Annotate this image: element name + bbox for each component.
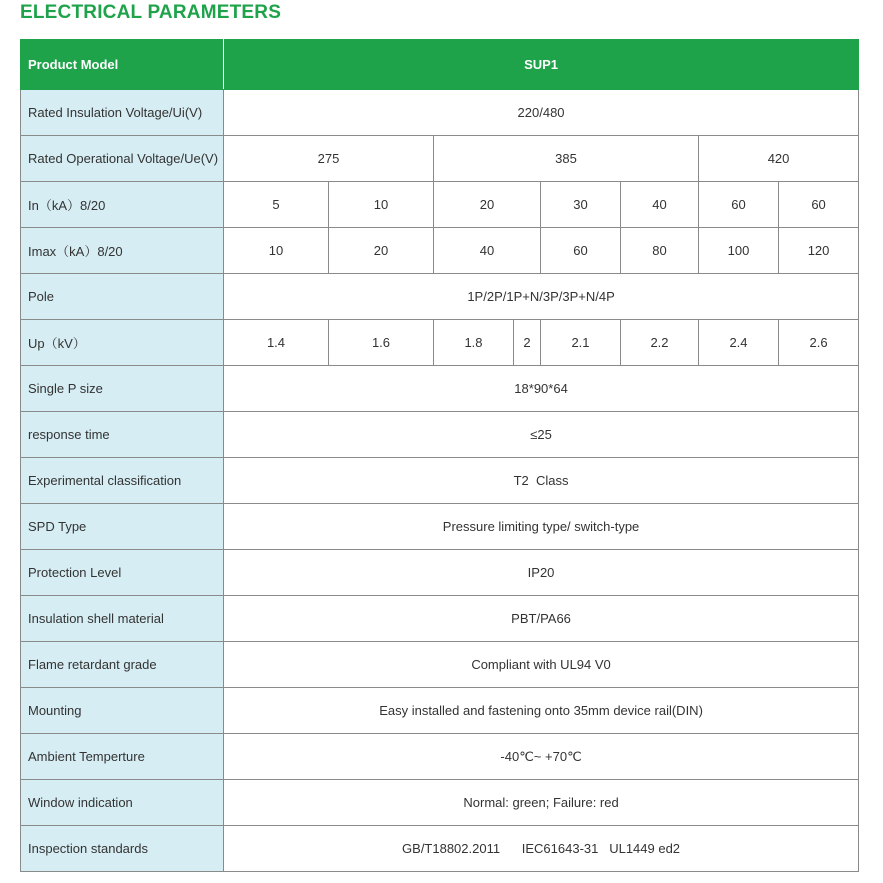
- row-value: 275: [224, 136, 434, 182]
- row-label: Flame retardant grade: [21, 642, 224, 688]
- table-row: [21, 136, 859, 182]
- row-label: SPD Type: [21, 504, 224, 550]
- row-label: Insulation shell material: [21, 596, 224, 642]
- row-value: 10: [329, 182, 434, 228]
- row-value: 60: [779, 182, 859, 228]
- row-label: Mounting: [21, 688, 224, 734]
- row-value: 20: [434, 182, 541, 228]
- table-row: [21, 550, 859, 596]
- table-row: [21, 780, 859, 826]
- header-row: [21, 40, 859, 90]
- row-value: 120: [779, 228, 859, 274]
- electrical-parameters-table: [20, 39, 859, 872]
- row-value: 5: [224, 182, 329, 228]
- row-value: IP20: [224, 550, 859, 596]
- row-value: 60: [699, 182, 779, 228]
- row-label: Imax（kA）8/20: [21, 228, 224, 274]
- table-row: [21, 320, 859, 366]
- row-value: Easy installed and fastening onto 35mm device rail(DIN): [224, 688, 859, 734]
- row-value: 100: [699, 228, 779, 274]
- product-model-label: Product Model: [21, 40, 224, 90]
- row-label: In（kA）8/20: [21, 182, 224, 228]
- row-label: Up（kV）: [21, 320, 224, 366]
- row-value: 1.8: [434, 320, 514, 366]
- table-row: [21, 688, 859, 734]
- row-value: 2: [514, 320, 541, 366]
- row-value: ≤25: [224, 412, 859, 458]
- table-row: [21, 90, 859, 136]
- table-row: [21, 504, 859, 550]
- row-label: Ambient Temperture: [21, 734, 224, 780]
- row-value: 20: [329, 228, 434, 274]
- row-label: Inspection standards: [21, 826, 224, 872]
- row-value: 40: [434, 228, 541, 274]
- row-value: 60: [541, 228, 621, 274]
- row-label: Single P size: [21, 366, 224, 412]
- row-label: Rated Insulation Voltage/Ui(V): [21, 90, 224, 136]
- page-title: ELECTRICAL PARAMETERS: [20, 2, 282, 23]
- row-value: 80: [621, 228, 699, 274]
- row-label: Rated Operational Voltage/Ue(V): [21, 136, 224, 182]
- row-value: 30: [541, 182, 621, 228]
- row-value: T2 Class: [224, 458, 859, 504]
- row-label: Experimental classification: [21, 458, 224, 504]
- table-row: [21, 412, 859, 458]
- row-value: Pressure limiting type/ switch-type: [224, 504, 859, 550]
- row-label: response time: [21, 412, 224, 458]
- table-row: [21, 228, 859, 274]
- table-row: [21, 366, 859, 412]
- row-label: Pole: [21, 274, 224, 320]
- row-value: 1P/2P/1P+N/3P/3P+N/4P: [224, 274, 859, 320]
- table-row: [21, 182, 859, 228]
- row-value: 2.1: [541, 320, 621, 366]
- row-value: 2.6: [779, 320, 859, 366]
- table-row: [21, 274, 859, 320]
- row-value: -40℃~ +70℃: [224, 734, 859, 780]
- row-value: 385: [434, 136, 699, 182]
- row-value: 18*90*64: [224, 366, 859, 412]
- row-value: 1.6: [329, 320, 434, 366]
- row-value: 420: [699, 136, 859, 182]
- row-value: 40: [621, 182, 699, 228]
- row-value: Compliant with UL94 V0: [224, 642, 859, 688]
- row-value: PBT/PA66: [224, 596, 859, 642]
- row-value: 10: [224, 228, 329, 274]
- product-model-value: SUP1: [224, 40, 859, 90]
- row-value: 1.4: [224, 320, 329, 366]
- table-row: [21, 826, 859, 872]
- row-value: 2.2: [621, 320, 699, 366]
- table-row: [21, 642, 859, 688]
- row-value: 2.4: [699, 320, 779, 366]
- row-value: GB/T18802.2011 IEC61643-31 UL1449 ed2: [224, 826, 859, 872]
- table-row: [21, 596, 859, 642]
- row-value: Normal: green; Failure: red: [224, 780, 859, 826]
- row-value: 220/480: [224, 90, 859, 136]
- table-row: [21, 734, 859, 780]
- table-row: [21, 458, 859, 504]
- row-label: Protection Level: [21, 550, 224, 596]
- row-label: Window indication: [21, 780, 224, 826]
